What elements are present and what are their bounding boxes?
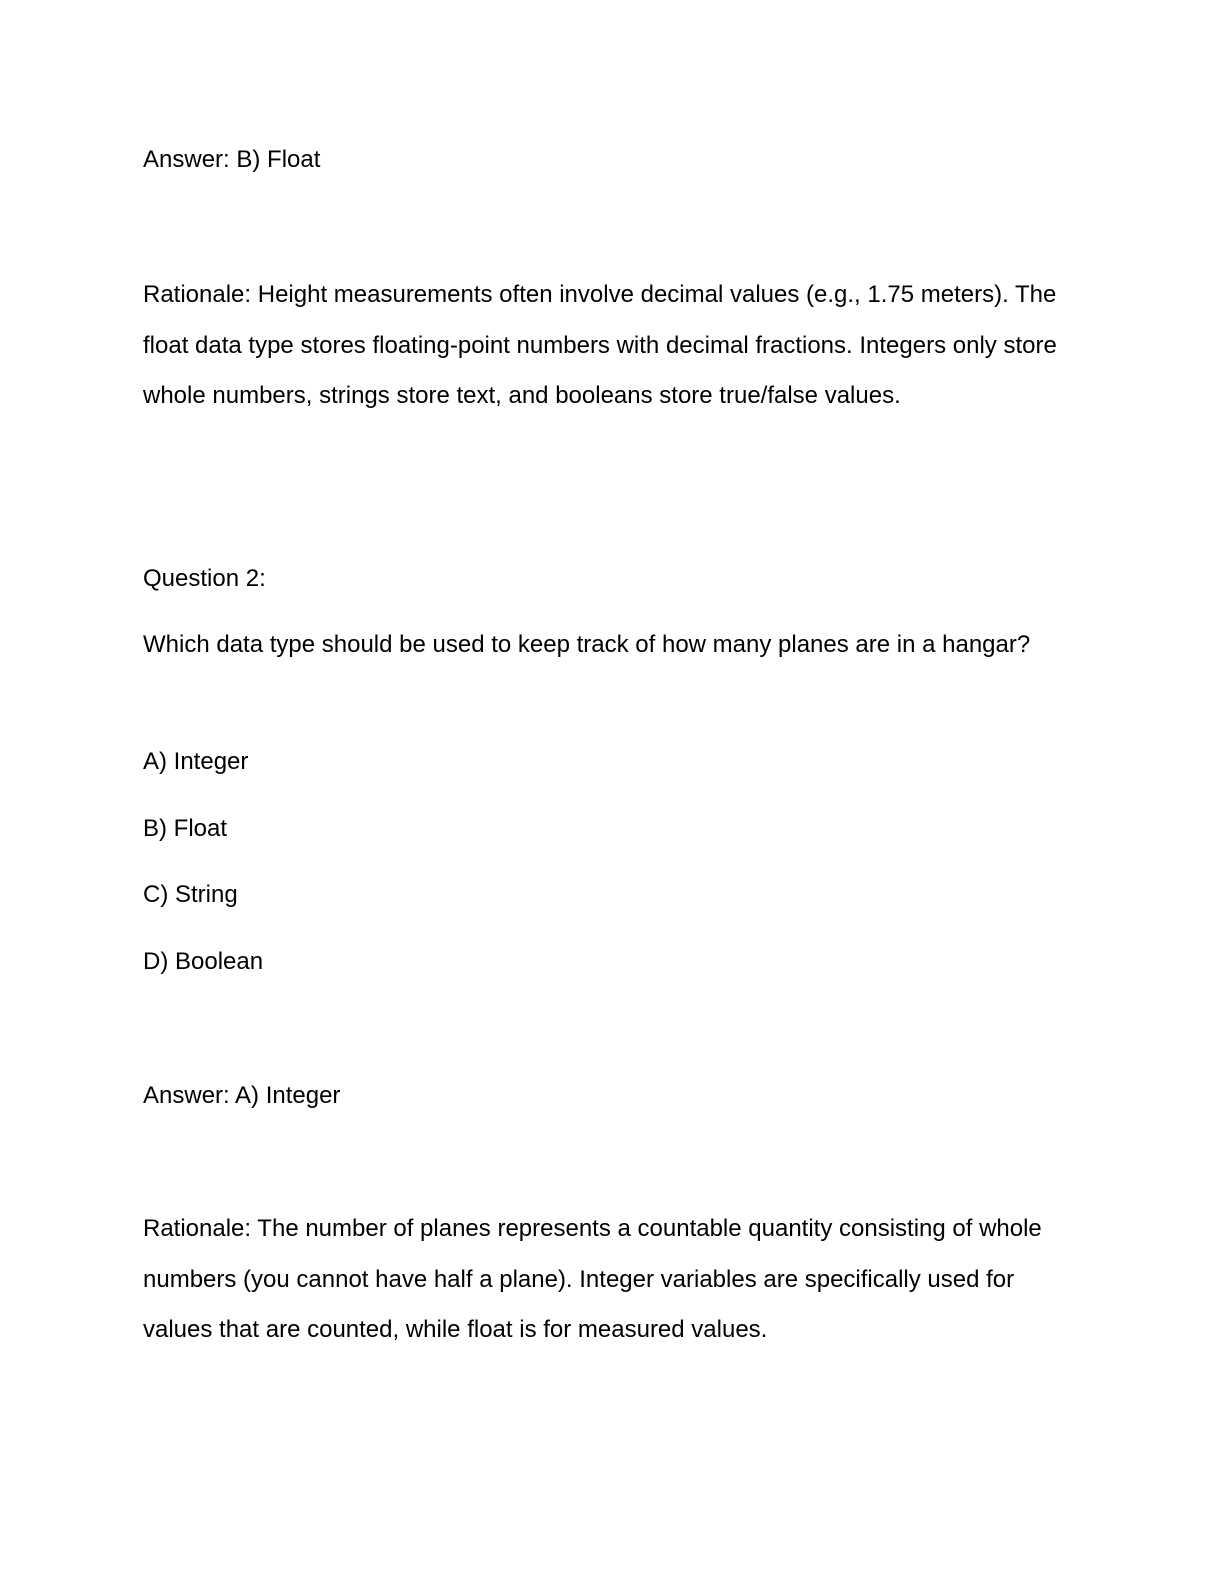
rationale-2: Rationale: The number of planes represents a countable quantity consisting of whole numbers (you cannot have half a plane). Integer variables are specifically used for values that are counted, while float is for measured values.	[143, 1215, 1042, 1343]
answer-2: Answer: A) Integer	[143, 1082, 341, 1109]
question-2-text: Which data type should be used to keep track of how many planes are in a hangar?	[143, 631, 1031, 658]
option-a: A) Integer	[143, 748, 249, 775]
rationale-1: Rationale: Height measurements often involve decimal values (e.g., 1.75 meters). The float data type stores floating-point numbers with decimal fractions. Integers only store whole numbers, strings store text, and booleans store true/false values.	[143, 281, 1057, 409]
question-2-heading: Question 2:	[143, 565, 266, 592]
option-c: C) String	[143, 881, 238, 908]
option-d: D) Boolean	[143, 948, 264, 975]
option-b: B) Float	[143, 815, 228, 842]
answer-1: Answer: B) Float	[143, 146, 321, 173]
